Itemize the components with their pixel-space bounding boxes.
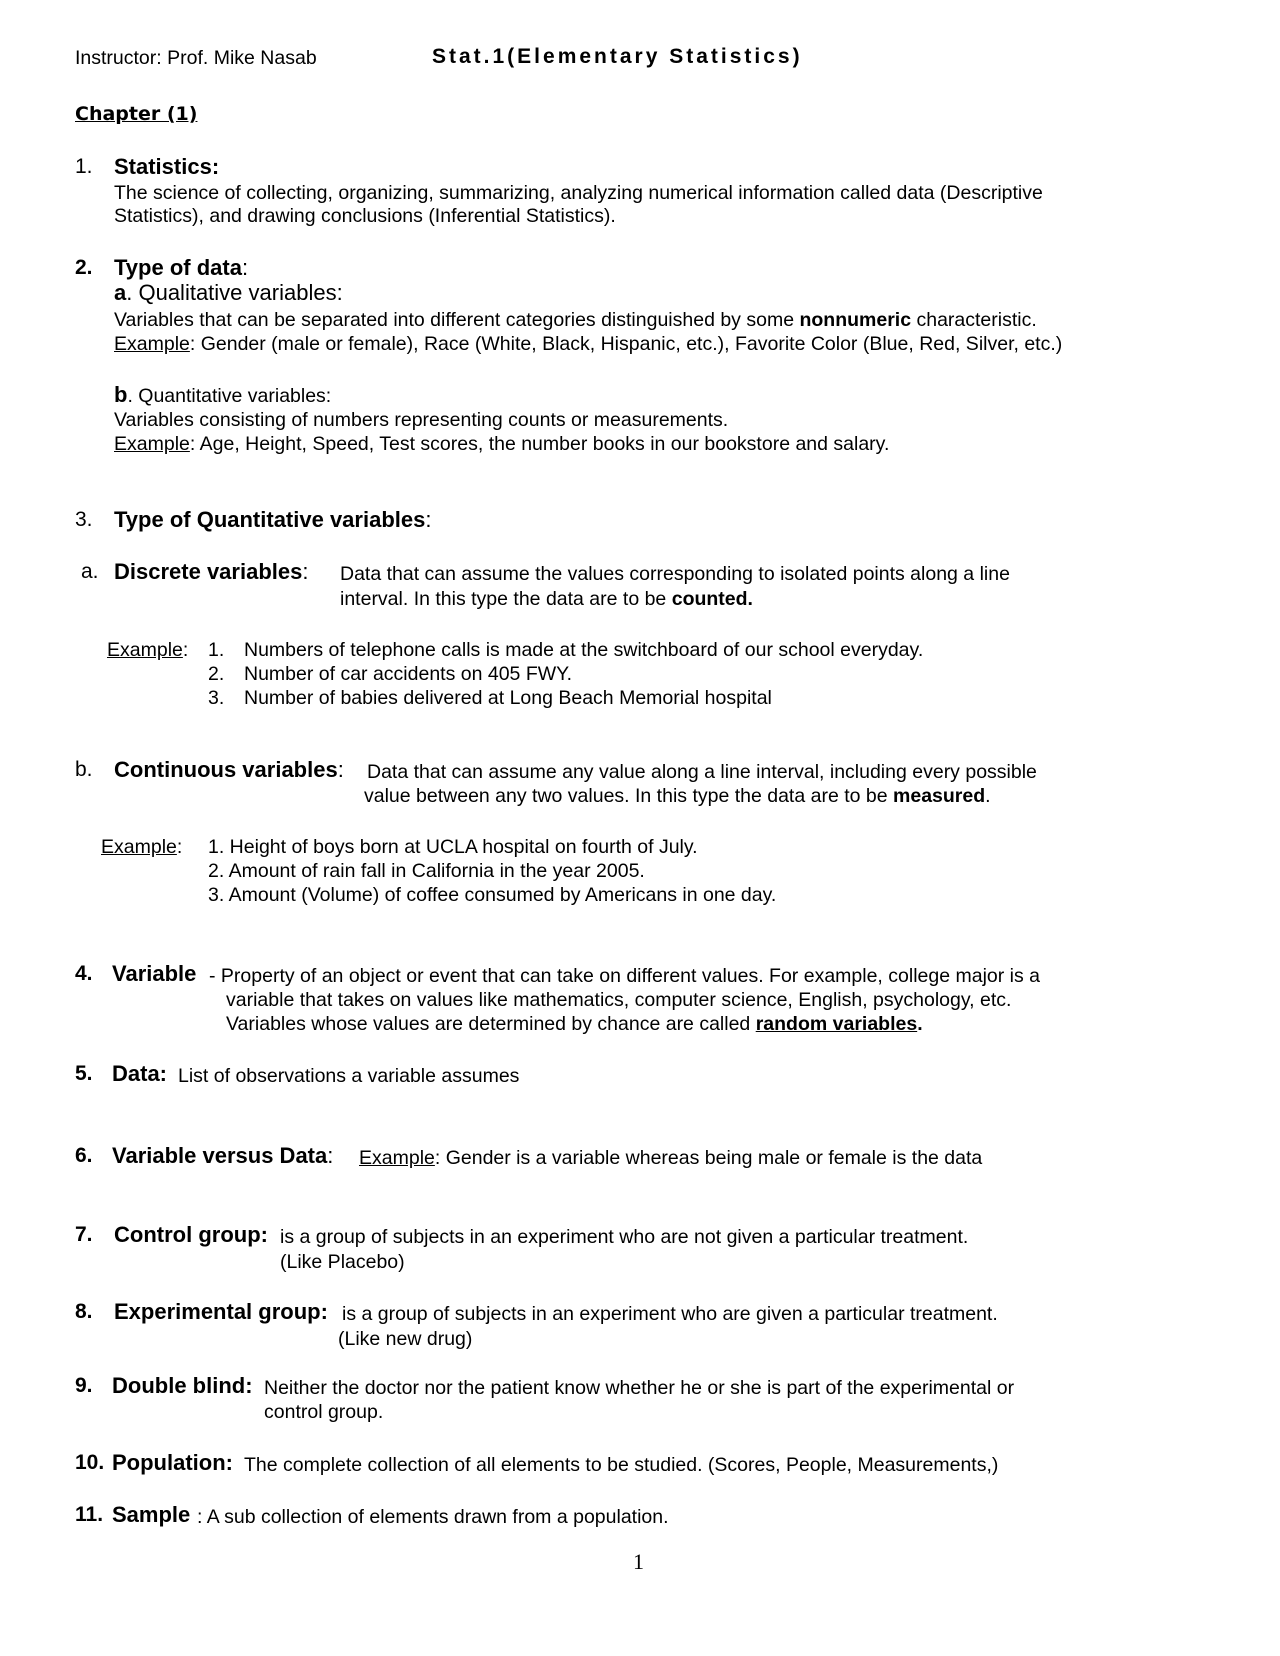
- section-2-heading: [114, 256, 248, 280]
- continuous-example-2: 2. Amount of rain fall in California in the year 2005.: [208, 860, 645, 882]
- section-3-colon: :: [425, 507, 432, 532]
- section-4-line-3-end: .: [917, 1013, 923, 1035]
- section-11-text: : A sub collection of elements drawn from a population.: [197, 1506, 669, 1528]
- section-4-line-2: variable that takes on values like mathematics, computer science, English, psychology, etc.: [226, 989, 1012, 1011]
- section-7-term: Control group:: [114, 1222, 268, 1247]
- section-6-term: Variable versus Data: [112, 1143, 328, 1168]
- section-5-text: List of observations a variable assumes: [178, 1065, 520, 1087]
- continuous-colon: :: [337, 757, 344, 782]
- qualitative-letter: a: [114, 280, 127, 305]
- section-8-term: Experimental group:: [114, 1299, 328, 1324]
- continuous-def-bold: measured: [893, 785, 986, 807]
- section-5-term: Data:: [112, 1061, 168, 1086]
- discrete-example-2-text: Number of car accidents on 405 FWY.: [244, 663, 573, 685]
- section-1-definition-line-2: Statistics), and drawing conclusions (Inferential Statistics).: [114, 205, 616, 227]
- quantitative-example: [114, 432, 889, 456]
- section-3-heading: [114, 508, 431, 532]
- page-number: 1: [633, 1549, 644, 1574]
- section-4-line-3: [226, 1012, 923, 1036]
- section-6-example-text: : Gender is a variable whereas being male or female is the data: [434, 1147, 983, 1169]
- qualitative-example: [114, 332, 1062, 356]
- section-9-line-2: control group.: [264, 1401, 384, 1423]
- section-4-term: Variable: [112, 961, 197, 986]
- qualitative-label: . Qualitative variables:: [126, 280, 343, 305]
- discrete-term: Discrete variables: [114, 559, 303, 584]
- section-4-number: 4.: [75, 962, 93, 985]
- discrete-def-bold: counted.: [671, 588, 753, 610]
- quantitative-heading: [114, 383, 331, 408]
- chapter-heading: Chapter (1): [75, 103, 198, 125]
- continuous-term: Continuous variables: [114, 757, 338, 782]
- qualitative-def-bold: nonnumeric: [799, 309, 912, 331]
- section-7-line-1: is a group of subjects in an experiment who are not given a particular treatment.: [280, 1226, 969, 1248]
- section-1-number: 1.: [75, 155, 93, 178]
- quantitative-example-label: Example: [114, 433, 190, 455]
- section-3-term: Type of Quantitative variables: [114, 507, 426, 532]
- section-11-term: Sample: [112, 1502, 191, 1527]
- section-3-number: 3.: [75, 508, 93, 531]
- continuous-def-start: value between any two values. In this type the data are to be: [364, 785, 888, 807]
- discrete-example-2-number: 2.: [208, 663, 225, 685]
- discrete-colon: :: [302, 559, 309, 584]
- section-5-number: 5.: [75, 1062, 93, 1085]
- quantitative-example-text: : Age, Height, Speed, Test scores, the number books in our bookstore and salary.: [189, 433, 890, 455]
- section-7-number: 7.: [75, 1223, 93, 1246]
- section-2-number: 2.: [75, 256, 93, 279]
- discrete-example-3-text: Number of babies delivered at Long Beach Memorial hospital: [244, 687, 772, 709]
- discrete-example-3-number: 3.: [208, 687, 225, 709]
- continuous-def-end: .: [985, 785, 991, 807]
- section-9-line-1: Neither the doctor nor the patient know whether he or she is part of the experimental or: [264, 1377, 1015, 1399]
- qualitative-def-start: Variables that can be separated into different categories distinguished by some: [114, 309, 795, 331]
- discrete-example-label: Example: [107, 639, 183, 661]
- qualitative-def-end: characteristic.: [916, 309, 1037, 331]
- section-11-number: 11.: [75, 1503, 104, 1526]
- continuous-example-label-line: [101, 835, 182, 859]
- section-2-term: Type of data: [114, 255, 242, 280]
- continuous-definition-line-2: [364, 784, 991, 808]
- continuous-definition-line-1: Data that can assume any value along a line interval, including every possible: [367, 761, 1037, 783]
- section-7-line-2: (Like Placebo): [280, 1251, 405, 1273]
- section-1-term: Statistics:: [114, 154, 220, 179]
- discrete-letter: a.: [81, 560, 99, 583]
- section-8-line-1: is a group of subjects in an experiment who are given a particular treatment.: [342, 1303, 998, 1325]
- discrete-def-start: interval. In this type the data are to be: [340, 588, 667, 610]
- qualitative-example-text: : Gender (male or female), Race (White, Black, Hispanic, etc.), Favorite Color (Blue, Red, Silver, etc.): [189, 333, 1063, 355]
- discrete-example-label-line: [107, 638, 188, 662]
- section-8-number: 8.: [75, 1300, 93, 1323]
- continuous-heading: [114, 758, 344, 782]
- section-6-number: 6.: [75, 1144, 93, 1167]
- section-4-line-3-start: Variables whose values are determined by chance are called: [226, 1013, 751, 1035]
- section-6-text: [359, 1146, 982, 1170]
- section-6-example-label: Example: [359, 1147, 435, 1169]
- instructor-line: Instructor: Prof. Mike Nasab: [75, 47, 317, 69]
- continuous-example-label: Example: [101, 836, 177, 858]
- section-10-term: Population:: [112, 1450, 233, 1475]
- section-2-colon: :: [241, 255, 249, 280]
- qualitative-definition: [114, 308, 1037, 332]
- discrete-example-colon: :: [182, 639, 189, 661]
- discrete-definition-line-1: Data that can assume the values corresponding to isolated points along a line: [340, 563, 1010, 585]
- random-variables-term: random variables: [755, 1013, 918, 1035]
- discrete-example-1-text: Numbers of telephone calls is made at the switchboard of our school everyday.: [244, 639, 924, 661]
- section-8-line-2: (Like new drug): [338, 1328, 473, 1350]
- discrete-example-1-number: 1.: [208, 639, 225, 661]
- quantitative-label: . Quantitative variables:: [127, 385, 332, 407]
- section-6-heading: [112, 1144, 333, 1168]
- continuous-example-colon: :: [176, 836, 183, 858]
- quantitative-letter: b: [114, 382, 128, 407]
- discrete-heading: [114, 560, 308, 584]
- continuous-letter: b.: [75, 758, 93, 781]
- section-4-line-1: - Property of an object or event that can take on different values. For example, college major is a: [209, 965, 1040, 987]
- qualitative-example-label: Example: [114, 333, 190, 355]
- continuous-example-1: 1. Height of boys born at UCLA hospital on fourth of July.: [208, 836, 698, 858]
- course-title: Stat.1(Elementary Statistics): [432, 45, 803, 68]
- section-10-number: 10.: [75, 1451, 105, 1474]
- section-9-term: Double blind:: [112, 1373, 253, 1398]
- section-6-colon: :: [327, 1143, 334, 1168]
- section-10-text: The complete collection of all elements to be studied. (Scores, People, Measurements,): [244, 1454, 999, 1476]
- section-1-definition-line-1: The science of collecting, organizing, summarizing, analyzing numerical information called data (Descriptive: [114, 182, 1043, 204]
- section-9-number: 9.: [75, 1374, 93, 1397]
- continuous-example-3: 3. Amount (Volume) of coffee consumed by Americans in one day.: [208, 884, 777, 906]
- discrete-definition-line-2: [340, 587, 753, 611]
- qualitative-heading: [114, 281, 343, 305]
- quantitative-definition: Variables consisting of numbers representing counts or measurements.: [114, 409, 729, 431]
